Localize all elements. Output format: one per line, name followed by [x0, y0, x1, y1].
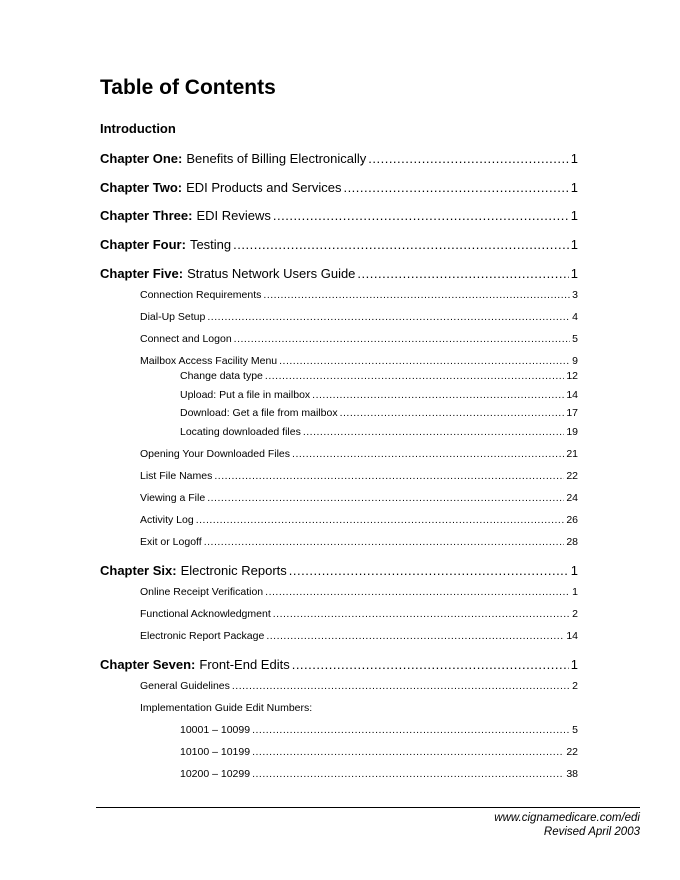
page-number: 1: [570, 266, 578, 281]
footer-divider: [96, 807, 640, 808]
toc-subsection[interactable]: [180, 407, 578, 419]
page-number: 9: [572, 355, 578, 367]
toc-chapter-one[interactable]: [100, 151, 578, 166]
page-number: 1: [570, 151, 578, 166]
dot-leader: [265, 586, 570, 598]
dot-leader: [232, 680, 570, 692]
footer-revised: Revised April 2003: [543, 826, 640, 838]
toc-section[interactable]: [140, 333, 578, 345]
toc-section[interactable]: [140, 355, 578, 367]
section-title: Activity Log: [140, 514, 194, 526]
page-number: 1: [570, 237, 578, 252]
page-number: 19: [566, 426, 578, 438]
dot-leader: [279, 355, 570, 367]
dot-leader: [292, 448, 564, 460]
page-number: 17: [566, 407, 578, 419]
toc-section[interactable]: [140, 311, 578, 323]
toc-section[interactable]: [140, 536, 578, 548]
toc-section[interactable]: [140, 470, 578, 482]
introduction-heading: Introduction: [100, 121, 176, 136]
page-number: 14: [566, 389, 578, 401]
page-number: 21: [566, 448, 578, 460]
page-number: 5: [572, 333, 578, 345]
dot-leader: [214, 470, 564, 482]
dot-leader: [303, 426, 564, 438]
page-number: 1: [570, 180, 578, 195]
subsection-title: 10200 – 10299: [180, 768, 251, 780]
toc-subsection[interactable]: [180, 724, 578, 736]
chapter-label: Chapter One:: [100, 151, 183, 166]
page-number: 22: [566, 746, 578, 758]
dot-leader: [196, 514, 565, 526]
section-title: Viewing a File: [140, 492, 206, 504]
edit-numbers-heading: Implementation Guide Edit Numbers:: [140, 702, 313, 714]
section-title: List File Names: [140, 470, 213, 482]
dot-leader: [266, 630, 564, 642]
toc-subsection[interactable]: [180, 426, 578, 438]
toc-subsection[interactable]: [180, 389, 578, 401]
chapter-title: Benefits of Billing Electronically: [186, 151, 367, 166]
toc-chapter-four[interactable]: [100, 237, 578, 252]
dot-leader: [252, 724, 570, 736]
dot-leader: [204, 536, 565, 548]
chapter-label: Chapter Three:: [100, 208, 193, 223]
page-number: 14: [566, 630, 578, 642]
chapter-label: Chapter Five:: [100, 266, 184, 281]
subsection-title: Change data type: [180, 370, 263, 382]
section-title: Online Receipt Verification: [140, 586, 264, 598]
dot-leader: [265, 370, 564, 382]
toc-section[interactable]: [140, 586, 578, 598]
toc-section[interactable]: [140, 492, 578, 504]
dot-leader: [252, 768, 564, 780]
chapter-title: EDI Products and Services: [186, 180, 342, 195]
toc-chapter-two[interactable]: [100, 180, 578, 195]
page-number: 3: [572, 289, 578, 301]
chapter-title: EDI Reviews: [196, 208, 271, 223]
dot-leader: [343, 180, 568, 195]
page-number: 24: [566, 492, 578, 504]
page-number: 2: [572, 608, 578, 620]
page-number: 28: [566, 536, 578, 548]
toc-chapter-six[interactable]: [100, 563, 578, 578]
toc-chapter-three[interactable]: [100, 208, 578, 223]
section-title: Functional Acknowledgment: [140, 608, 271, 620]
toc-section[interactable]: [140, 289, 578, 301]
dot-leader: [207, 492, 564, 504]
page-number: 1: [570, 657, 578, 672]
page-number: 2: [572, 680, 578, 692]
section-title: Mailbox Access Facility Menu: [140, 355, 278, 367]
dot-leader: [263, 289, 570, 301]
toc-section[interactable]: [140, 608, 578, 620]
footer-url: www.cignamedicare.com/edi: [494, 812, 640, 824]
page-number: 1: [572, 586, 578, 598]
dot-leader: [207, 311, 570, 323]
chapter-label: Chapter Two:: [100, 180, 183, 195]
dot-leader: [273, 608, 570, 620]
toc-chapter-seven[interactable]: [100, 657, 578, 672]
section-title: Connect and Logon: [140, 333, 232, 345]
toc-section[interactable]: [140, 514, 578, 526]
page-number: 22: [566, 470, 578, 482]
dot-leader: [289, 563, 569, 578]
toc-section[interactable]: [140, 680, 578, 692]
toc-subsection[interactable]: [180, 370, 578, 382]
subsection-title: 10100 – 10199: [180, 746, 251, 758]
page-number: 12: [566, 370, 578, 382]
chapter-label: Chapter Six:: [100, 563, 177, 578]
dot-leader: [357, 266, 568, 281]
chapter-title: Front-End Edits: [199, 657, 290, 672]
chapter-title: Stratus Network Users Guide: [187, 266, 356, 281]
subsection-title: Download: Get a file from mailbox: [180, 407, 338, 419]
dot-leader: [312, 389, 564, 401]
dot-leader: [234, 333, 570, 345]
subsection-title: Locating downloaded files: [180, 426, 301, 438]
section-title: Opening Your Downloaded Files: [140, 448, 291, 460]
dot-leader: [292, 657, 569, 672]
toc-subsection[interactable]: [180, 746, 578, 758]
section-title: General Guidelines: [140, 680, 230, 692]
dot-leader: [252, 746, 564, 758]
subsection-title: Upload: Put a file in mailbox: [180, 389, 311, 401]
subsection-title: 10001 – 10099: [180, 724, 251, 736]
section-title: Exit or Logoff: [140, 536, 202, 548]
chapter-title: Electronic Reports: [180, 563, 287, 578]
section-title: Dial-Up Setup: [140, 311, 206, 323]
toc-section[interactable]: [140, 448, 578, 460]
dot-leader: [340, 407, 565, 419]
dot-leader: [273, 208, 569, 223]
page-number: 1: [570, 208, 578, 223]
chapter-label: Chapter Four:: [100, 237, 186, 252]
toc-subsection[interactable]: [180, 768, 578, 780]
page-number: 4: [572, 311, 578, 323]
dot-leader: [368, 151, 569, 166]
section-title: Connection Requirements: [140, 289, 262, 301]
toc-chapter-five[interactable]: [100, 266, 578, 281]
page-number: 38: [566, 768, 578, 780]
page-number: 5: [572, 724, 578, 736]
page-title: Table of Contents: [100, 76, 276, 99]
toc-section[interactable]: [140, 630, 578, 642]
section-title: Electronic Report Package: [140, 630, 265, 642]
page-number: 26: [566, 514, 578, 526]
chapter-title: Testing: [189, 237, 232, 252]
dot-leader: [233, 237, 569, 252]
chapter-label: Chapter Seven:: [100, 657, 196, 672]
page-number: 1: [570, 563, 578, 578]
